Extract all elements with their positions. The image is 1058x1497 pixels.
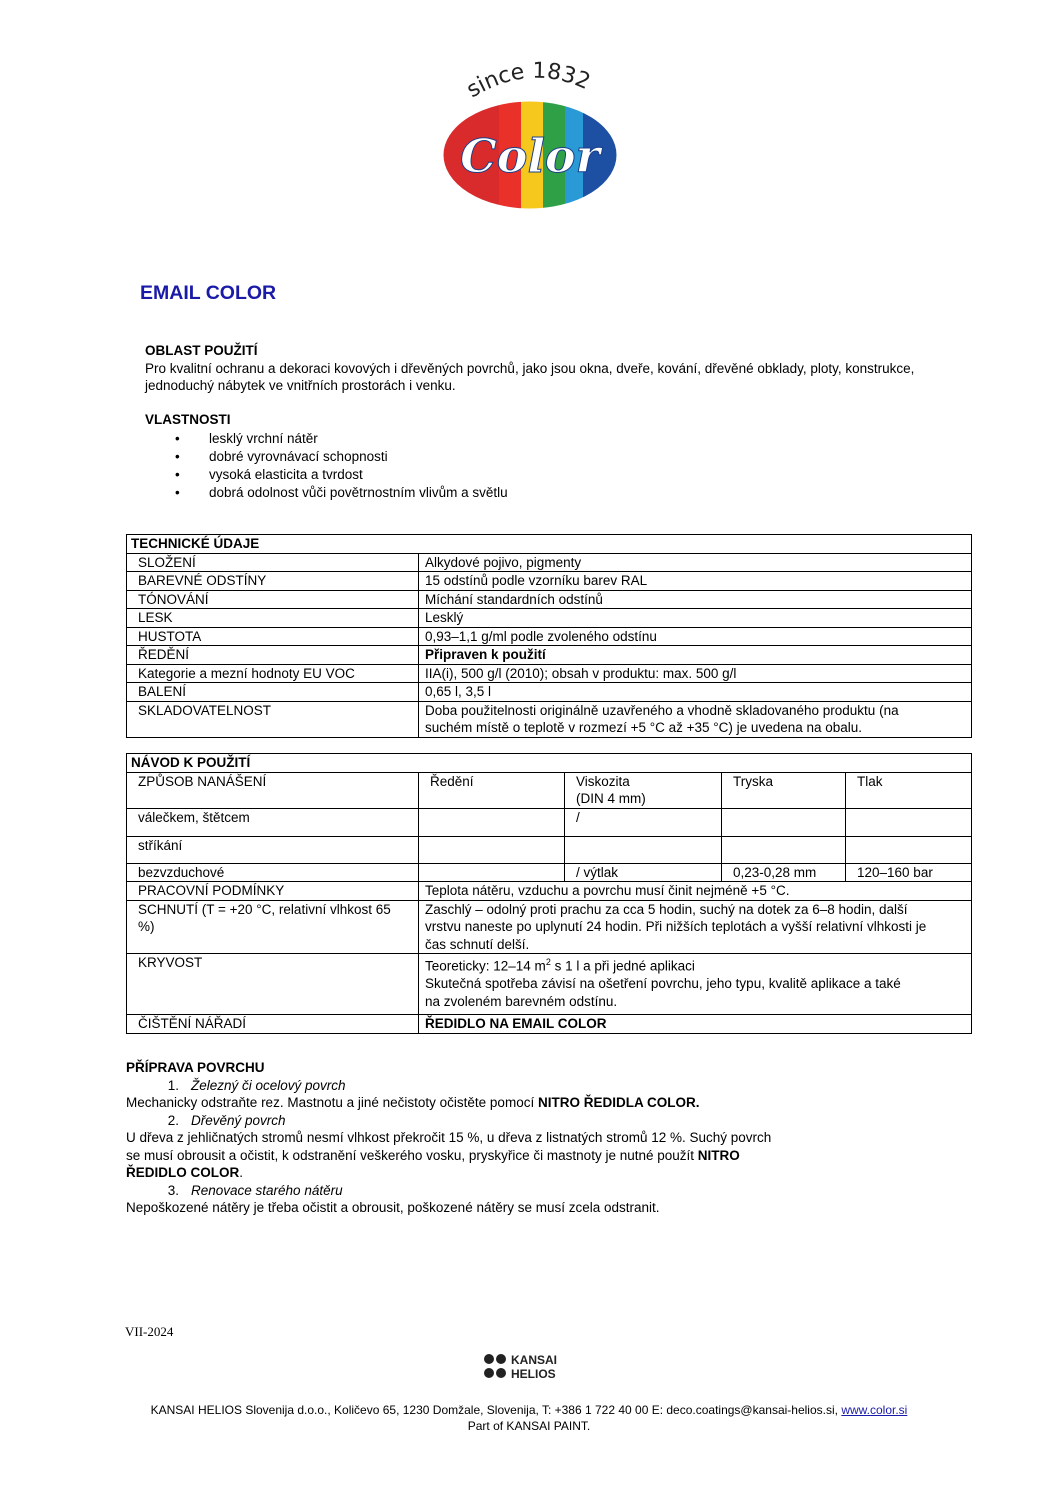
col-method: ZPŮSOB NANÁŠENÍ bbox=[127, 772, 419, 808]
viscosity-unit: (DIN 4 mm) bbox=[576, 791, 646, 806]
table-row bbox=[127, 590, 972, 609]
step-text: Mechanicky odstraňte rez. Mastnotu a jiné nečistoty očistěte pomocí bbox=[126, 1095, 538, 1110]
row-key: SLOŽENÍ bbox=[127, 553, 419, 572]
viscosity: / výtlak bbox=[565, 863, 722, 882]
step-text bbox=[126, 1164, 826, 1182]
prep-section bbox=[126, 1059, 826, 1217]
nozzle bbox=[722, 808, 846, 836]
row-key bbox=[127, 900, 419, 954]
list-item: • dobrá odolnost vůči povětrnostním vlivům a světlu bbox=[145, 484, 965, 502]
usage-section bbox=[145, 342, 965, 395]
helios-text: HELIOS bbox=[511, 1367, 556, 1381]
table-row bbox=[127, 836, 972, 863]
properties-list bbox=[145, 430, 965, 502]
table-row bbox=[127, 609, 972, 628]
step-text-part: . bbox=[239, 1165, 244, 1180]
step-title: Železný či ocelový povrch bbox=[191, 1077, 346, 1093]
properties-heading: VLASTNOSTI bbox=[145, 412, 231, 427]
list-item: • lesklý vrchní nátěr bbox=[145, 430, 965, 448]
table-row bbox=[127, 664, 972, 683]
coverage-text: Teoreticky: 12–14 m bbox=[425, 958, 546, 974]
footer-parent: Part of KANSAI PAINT. bbox=[467, 1419, 591, 1433]
prep-step-title bbox=[126, 1077, 826, 1095]
brand-text: Color bbox=[460, 129, 600, 183]
kansai-helios-logo bbox=[483, 1352, 578, 1382]
row-value bbox=[419, 954, 972, 1015]
nozzle bbox=[722, 836, 846, 863]
row-value: Teplota nátěru, vzduchu a povrchu musí činit nejméně +5 °C. bbox=[419, 882, 972, 901]
prep-step-title bbox=[126, 1112, 826, 1130]
website-link[interactable]: www.color.si bbox=[841, 1403, 908, 1417]
footer-address bbox=[0, 1402, 1058, 1418]
row-key: SKLADOVATELNOST bbox=[127, 701, 419, 737]
method: stříkání bbox=[127, 836, 419, 863]
pressure bbox=[846, 808, 972, 836]
col-dilution: Ředění bbox=[419, 772, 565, 808]
row-value: Alkydové pojivo, pigmenty bbox=[419, 553, 972, 572]
table-row bbox=[127, 808, 972, 836]
footer-text: KANSAI HELIOS Slovenija d.o.o., Količevo 65, 1230 Domžale, Slovenija, T: +386 1 722 40 00 E: deco.coatings@kansai-helios.si, bbox=[150, 1403, 842, 1417]
tech-heading: TECHNICKÉ ÚDAJE bbox=[127, 535, 972, 554]
row-key: Kategorie a mezní hodnoty EU VOC bbox=[127, 664, 419, 683]
step-text-bold: NITRO bbox=[697, 1147, 740, 1163]
step-number: 3. bbox=[167, 1182, 179, 1198]
nozzle: 0,23-0,28 mm bbox=[722, 863, 846, 882]
since-text: since 1832 bbox=[462, 60, 594, 104]
row-value: ŘEDIDLO NA EMAIL COLOR bbox=[419, 1015, 972, 1034]
value-line: na zvoleném barevném odstínu. bbox=[425, 993, 618, 1009]
value-line: Doba použitelnosti originálně uzavřeného a vhodně skladovaného produktu (na bbox=[425, 702, 899, 718]
dilution bbox=[419, 863, 565, 882]
step-text bbox=[126, 1147, 826, 1165]
list-item: • dobré vyrovnávací schopnosti bbox=[145, 448, 965, 466]
col-viscosity bbox=[565, 772, 722, 808]
step-title: Renovace starého nátěru bbox=[191, 1182, 343, 1198]
step-number: 2. bbox=[167, 1112, 179, 1128]
value-line: čas schnutí delší. bbox=[425, 936, 530, 952]
viscosity: / bbox=[565, 808, 722, 836]
row-key: HUSTOTA bbox=[127, 627, 419, 646]
superscript: 2 bbox=[545, 957, 551, 967]
value-line: suchém místě o teplotě v rozmezí +5 °C až +35 °C) je uvedena na obalu. bbox=[425, 720, 863, 735]
viscosity bbox=[565, 836, 722, 863]
method: válečkem, štětcem bbox=[127, 808, 419, 836]
table-row bbox=[127, 701, 972, 737]
step-text-bold: ŘEDIDLO COLOR bbox=[126, 1165, 240, 1180]
properties-section bbox=[145, 411, 965, 502]
key-line: SCHNUTÍ (T = +20 °C, relativní vlhkost 65 bbox=[138, 901, 391, 917]
row-value: Míchání standardních odstínů bbox=[419, 590, 972, 609]
row-value bbox=[419, 701, 972, 737]
value-line: Skutečná spotřeba závisí na ošetření povrchu, jeho typu, kvalitě aplikace a také bbox=[425, 976, 901, 991]
row-key: ŘEDĚNÍ bbox=[127, 646, 419, 665]
coverage-text: s 1 l a při jedné aplikaci bbox=[550, 958, 695, 974]
prep-heading: PŘÍPRAVA POVRCHU bbox=[126, 1060, 265, 1075]
pressure bbox=[846, 836, 972, 863]
table-row bbox=[127, 572, 972, 591]
row-key: BAREVNÉ ODSTÍNY bbox=[127, 572, 419, 591]
footer bbox=[0, 1402, 1058, 1434]
usage-heading: OBLAST POUŽITÍ bbox=[145, 343, 258, 358]
table-row bbox=[127, 954, 972, 1015]
row-key: BALENÍ bbox=[127, 683, 419, 702]
pressure: 120–160 bar bbox=[846, 863, 972, 882]
row-value: 0,93–1,1 g/ml podle zvoleného odstínu bbox=[419, 627, 972, 646]
value-line bbox=[425, 954, 965, 975]
color-logo bbox=[437, 60, 623, 210]
table-row bbox=[127, 683, 972, 702]
table-row bbox=[127, 900, 972, 954]
step-title: Dřevěný povrch bbox=[191, 1112, 286, 1128]
page-title: EMAIL COLOR bbox=[140, 282, 277, 304]
dilution bbox=[419, 836, 565, 863]
usage-text: Pro kvalitní ochranu a dekoraci kovových i dřevěných povrchů, jako jsou okna, dveře, kování, dřevěné obklady, ploty, konstrukce, jednoduchý nábytek ve vnitřních prostorách i venku. bbox=[145, 360, 915, 393]
table-row bbox=[127, 863, 972, 882]
row-key: LESK bbox=[127, 609, 419, 628]
row-value: Lesklý bbox=[419, 609, 972, 628]
col-nozzle: Tryska bbox=[722, 772, 846, 808]
viscosity-label: Viskozita bbox=[576, 773, 630, 789]
row-key: KRYVOST bbox=[127, 954, 419, 1015]
svg-text:since 1832 bbox=[463, 60, 594, 103]
step-text-part: se musí obrousit a očistit, k odstranění veškerého vosku, pryskyřice či mastnoty je nutné použít bbox=[126, 1147, 698, 1163]
guide-heading: NÁVOD K POUŽITÍ bbox=[127, 754, 972, 773]
tech-table bbox=[126, 534, 972, 738]
kansai-text: KANSAI bbox=[511, 1353, 558, 1367]
method: bezvzduchové bbox=[127, 863, 419, 882]
step-text-bold: NITRO ŘEDIDLA COLOR. bbox=[537, 1095, 700, 1110]
prep-step-text bbox=[126, 1094, 826, 1112]
value-line: Zaschlý – odolný proti prachu za cca 5 hodin, suchý na dotek za 6–8 hodin, další bbox=[425, 901, 908, 917]
document-date: VII-2024 bbox=[125, 1324, 174, 1339]
row-value: IIA(i), 500 g/l (2010); obsah v produktu: max. 500 g/l bbox=[419, 664, 972, 683]
guide-table bbox=[126, 753, 972, 1034]
list-item: • vysoká elasticita a tvrdost bbox=[145, 466, 965, 484]
key-line: %) bbox=[138, 919, 155, 934]
dilution bbox=[419, 808, 565, 836]
row-key: ČIŠTĚNÍ NÁŘADÍ bbox=[127, 1015, 419, 1034]
row-value: Připraven k použití bbox=[419, 646, 972, 665]
value-line: vrstvu naneste po uplynutí 24 hodin. Při nižších teplotách a vyšší relativní vlhkosti je bbox=[425, 919, 927, 934]
table-row bbox=[127, 553, 972, 572]
step-text: U dřeva z jehličnatých stromů nesmí vlhkost překročit 15 %, u dřeva z listnatých stromů 12 %. Suchý povrch bbox=[126, 1130, 772, 1145]
row-value bbox=[419, 900, 972, 954]
col-pressure: Tlak bbox=[846, 772, 972, 808]
step-text: Nepoškozené nátěry je třeba očistit a obrousit, poškozené nátěry se musí zcela odstranit. bbox=[126, 1200, 660, 1215]
table-row bbox=[127, 882, 972, 901]
step-number: 1. bbox=[167, 1077, 179, 1093]
table-header-row bbox=[127, 772, 972, 808]
row-key: PRACOVNÍ PODMÍNKY bbox=[127, 882, 419, 901]
prep-step-title bbox=[126, 1182, 826, 1200]
table-row bbox=[127, 646, 972, 665]
row-value: 15 odstínů podle vzorníku barev RAL bbox=[419, 572, 972, 591]
row-key: TÓNOVÁNÍ bbox=[127, 590, 419, 609]
row-value: 0,65 l, 3,5 l bbox=[419, 683, 972, 702]
table-row bbox=[127, 1015, 972, 1034]
table-row bbox=[127, 627, 972, 646]
